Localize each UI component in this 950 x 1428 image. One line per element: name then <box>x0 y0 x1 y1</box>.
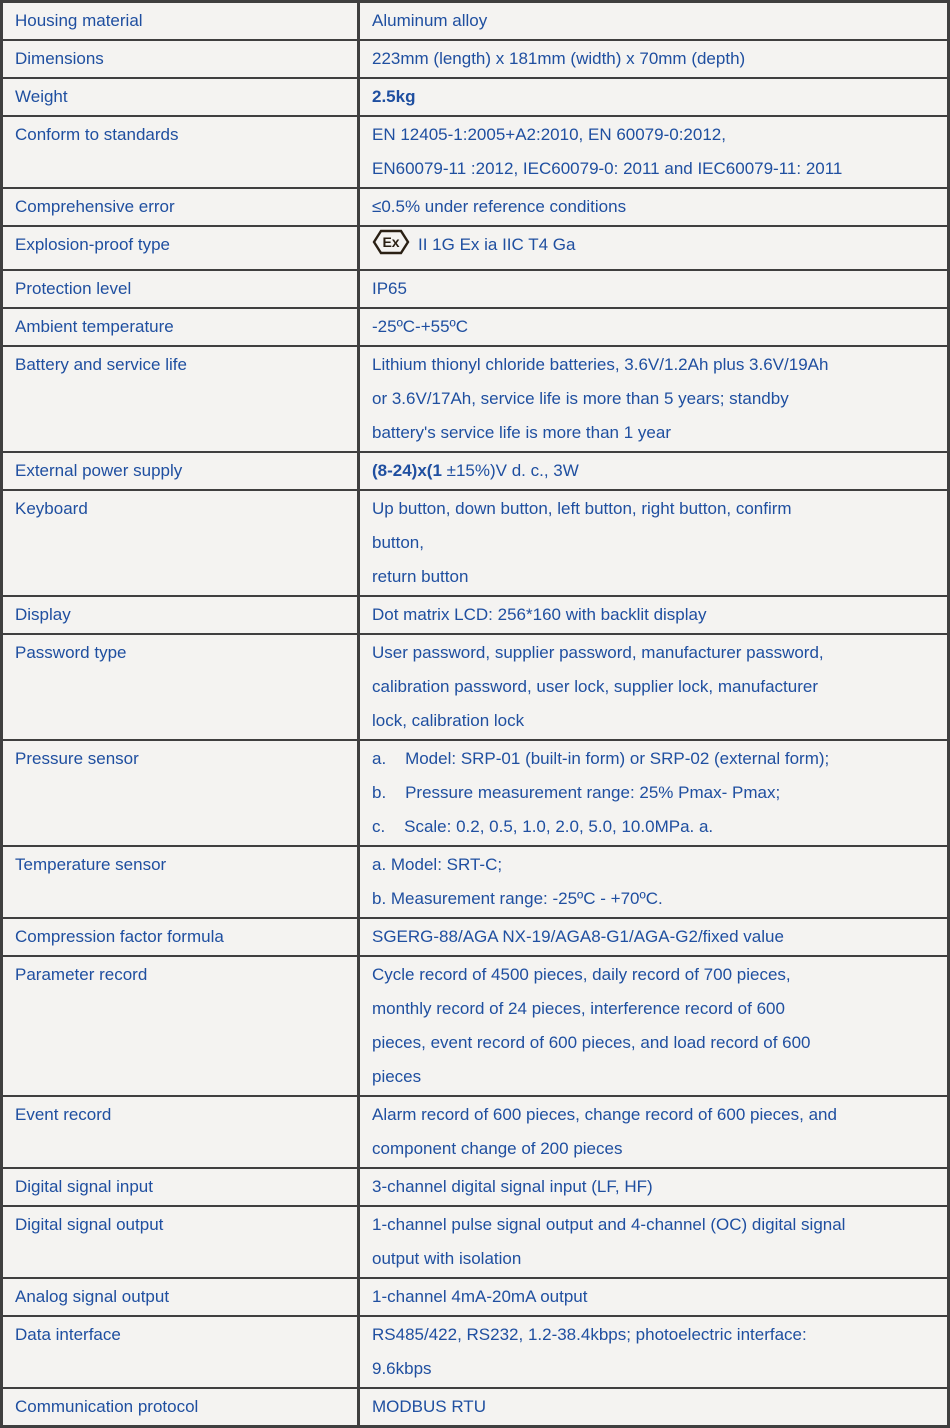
spec-value-line <box>372 228 937 268</box>
table-row <box>3 3 947 41</box>
table-row <box>3 635 947 741</box>
spec-value-line <box>372 492 937 526</box>
spec-value-line <box>372 1060 937 1094</box>
spec-value-line <box>372 560 937 594</box>
spec-value-text: pieces, event record of 600 pieces, and load record of 600 <box>372 1033 811 1052</box>
spec-value-line <box>372 526 937 560</box>
table-row <box>3 1207 947 1279</box>
spec-label: Analog signal output <box>3 1279 360 1315</box>
spec-value-line <box>372 992 937 1026</box>
spec-value-line <box>372 4 937 38</box>
spec-value-line <box>372 636 937 670</box>
spec-value-text: component change of 200 pieces <box>372 1139 623 1158</box>
spec-value <box>360 309 947 345</box>
spec-label: Dimensions <box>3 41 360 77</box>
spec-value <box>360 1207 947 1277</box>
table-row <box>3 79 947 117</box>
table-row <box>3 189 947 227</box>
table-row <box>3 347 947 453</box>
spec-label: Parameter record <box>3 957 360 1095</box>
spec-value-text: b. Measurement range: -25ºC - +70ºC. <box>372 889 663 908</box>
spec-label: Keyboard <box>3 491 360 595</box>
spec-value-line <box>372 1132 937 1166</box>
spec-value-text: Lithium thionyl chloride batteries, 3.6V/1.2Ah plus 3.6V/19Ah <box>372 355 829 374</box>
spec-value-text: ≤0.5% under reference conditions <box>372 197 627 216</box>
spec-label: Pressure sensor <box>3 741 360 845</box>
spec-value <box>360 1389 947 1425</box>
spec-value-line <box>372 742 937 776</box>
table-row <box>3 1317 947 1389</box>
spec-value-text: b. Pressure measurement range: 25% Pmax- Pmax; <box>372 783 781 802</box>
spec-value <box>360 635 947 739</box>
spec-label: Event record <box>3 1097 360 1167</box>
table-row <box>3 1279 947 1317</box>
spec-value-line <box>372 272 937 306</box>
spec-value-bold-text: 2.5kg <box>372 87 416 106</box>
spec-value-line <box>372 848 937 882</box>
spec-value-text: button, <box>372 533 424 552</box>
spec-value <box>360 453 947 489</box>
spec-value-text: Aluminum alloy <box>372 11 488 30</box>
spec-label: Data interface <box>3 1317 360 1387</box>
spec-label: Display <box>3 597 360 633</box>
spec-value-line <box>372 810 937 844</box>
spec-value-text: 3-channel digital signal input (LF, HF) <box>372 1177 653 1196</box>
table-row <box>3 597 947 635</box>
table-row <box>3 491 947 597</box>
spec-value-text: battery's service life is more than 1 year <box>372 423 671 442</box>
spec-value-line <box>372 670 937 704</box>
table-row <box>3 453 947 491</box>
table-row <box>3 847 947 919</box>
spec-value <box>360 271 947 307</box>
spec-value-text: Cycle record of 4500 pieces, daily record of 700 pieces, <box>372 965 791 984</box>
spec-value-text: RS485/422, RS232, 1.2-38.4kbps; photoelectric interface: <box>372 1325 807 1344</box>
table-row <box>3 227 947 271</box>
spec-value-text: EN 12405-1:2005+A2:2010, EN 60079-0:2012, <box>372 125 726 144</box>
table-row <box>3 957 947 1097</box>
spec-value <box>360 117 947 187</box>
spec-value-line <box>372 190 937 224</box>
spec-value-text: Alarm record of 600 pieces, change record of 600 pieces, and <box>372 1105 837 1124</box>
spec-value <box>360 189 947 225</box>
spec-label: Comprehensive error <box>3 189 360 225</box>
spec-value-text: return button <box>372 567 469 586</box>
spec-value <box>360 741 947 845</box>
spec-value-text: 223mm (length) x 181mm (width) x 70mm (depth) <box>372 49 746 68</box>
spec-value-line <box>372 920 937 954</box>
spec-value-text: a. Model: SRT-C; <box>372 855 503 874</box>
spec-value-line <box>372 1026 937 1060</box>
table-row <box>3 41 947 79</box>
spec-value-line <box>372 1280 937 1314</box>
spec-value-line <box>372 152 937 186</box>
spec-value-bold-text: (8-24)x(1 <box>372 461 442 480</box>
table-row <box>3 309 947 347</box>
spec-value <box>360 847 947 917</box>
explosion-proof-ex-icon <box>372 228 410 268</box>
spec-value-text: -25ºC-+55ºC <box>372 317 469 336</box>
spec-value-line <box>372 416 937 450</box>
spec-value-text: lock, calibration lock <box>372 711 525 730</box>
spec-value-line <box>372 1208 937 1242</box>
spec-value-line <box>372 598 937 632</box>
spec-label: Compression factor formula <box>3 919 360 955</box>
spec-value-text: pieces <box>372 1067 422 1086</box>
spec-value-line <box>372 454 937 488</box>
spec-value <box>360 491 947 595</box>
spec-value-text: Dot matrix LCD: 256*160 with backlit display <box>372 605 707 624</box>
table-row <box>3 1097 947 1169</box>
spec-label: Ambient temperature <box>3 309 360 345</box>
spec-value-line <box>372 118 937 152</box>
spec-value <box>360 41 947 77</box>
spec-value <box>360 957 947 1095</box>
spec-label: Password type <box>3 635 360 739</box>
spec-value-text: calibration password, user lock, supplier lock, manufacturer <box>372 677 818 696</box>
spec-value-text: 1-channel 4mA-20mA output <box>372 1287 588 1306</box>
table-row <box>3 1169 947 1207</box>
spec-label: Digital signal input <box>3 1169 360 1205</box>
spec-value-text: ±15%)V d. c., 3W <box>441 461 579 480</box>
spec-value <box>360 347 947 451</box>
spec-label: Temperature sensor <box>3 847 360 917</box>
table-row <box>3 117 947 189</box>
spec-value-text: monthly record of 24 pieces, interference record of 600 <box>372 999 785 1018</box>
spec-label: Battery and service life <box>3 347 360 451</box>
spec-label: Protection level <box>3 271 360 307</box>
spec-label: Weight <box>3 79 360 115</box>
ex-icon-glyph: Ex <box>382 234 400 250</box>
spec-value-text: or 3.6V/17Ah, service life is more than 5 years; standby <box>372 389 789 408</box>
spec-value <box>360 1279 947 1315</box>
spec-value <box>360 79 947 115</box>
spec-value-line <box>372 1318 937 1352</box>
table-row <box>3 1389 947 1425</box>
spec-value-line <box>372 42 937 76</box>
spec-value <box>360 3 947 39</box>
spec-value-text: a. Model: SRP-01 (built-in form) or SRP-02 (external form); <box>372 749 830 768</box>
spec-value-line <box>372 80 937 114</box>
spec-label: Digital signal output <box>3 1207 360 1277</box>
spec-value-line <box>372 776 937 810</box>
spec-value-line <box>372 1170 937 1204</box>
spec-value-line <box>372 1242 937 1276</box>
spec-label: Housing material <box>3 3 360 39</box>
table-row <box>3 271 947 309</box>
table-row <box>3 919 947 957</box>
spec-value-line <box>372 1352 937 1386</box>
spec-value <box>360 919 947 955</box>
spec-value <box>360 227 947 269</box>
spec-value <box>360 1097 947 1167</box>
spec-label: Conform to standards <box>3 117 360 187</box>
spec-value-text: 1-channel pulse signal output and 4-channel (OC) digital signal <box>372 1215 846 1234</box>
spec-value-text: MODBUS RTU <box>372 1397 486 1416</box>
spec-label: Explosion-proof type <box>3 227 360 269</box>
spec-value-line <box>372 348 937 382</box>
spec-value <box>360 1169 947 1205</box>
spec-value-text: output with isolation <box>372 1249 522 1268</box>
spec-value-text: SGERG-88/AGA NX-19/AGA8-G1/AGA-G2/fixed value <box>372 927 784 946</box>
spec-value-text: IP65 <box>372 279 407 298</box>
table-row <box>3 741 947 847</box>
spec-value-text: Up button, down button, left button, right button, confirm <box>372 499 792 518</box>
spec-value-line <box>372 310 937 344</box>
spec-value-text: 9.6kbps <box>372 1359 432 1378</box>
spec-value-text: EN60079-11 :2012, IEC60079-0: 2011 and IEC60079-11: 2011 <box>372 159 843 178</box>
spec-value-line <box>372 958 937 992</box>
spec-value-line <box>372 1098 937 1132</box>
spec-value-text: c. Scale: 0.2, 0.5, 1.0, 2.0, 5.0, 10.0MPa. a. <box>372 817 714 836</box>
spec-label: External power supply <box>3 453 360 489</box>
spec-value <box>360 597 947 633</box>
spec-value-line <box>372 1390 937 1424</box>
spec-value-line <box>372 704 937 738</box>
spec-value-text: User password, supplier password, manufacturer password, <box>372 643 824 662</box>
spec-value-line <box>372 382 937 416</box>
spec-value <box>360 1317 947 1387</box>
spec-label: Communication protocol <box>3 1389 360 1425</box>
spec-value-text: II 1G Ex ia IIC T4 Ga <box>418 235 576 254</box>
spec-value-line <box>372 882 937 916</box>
